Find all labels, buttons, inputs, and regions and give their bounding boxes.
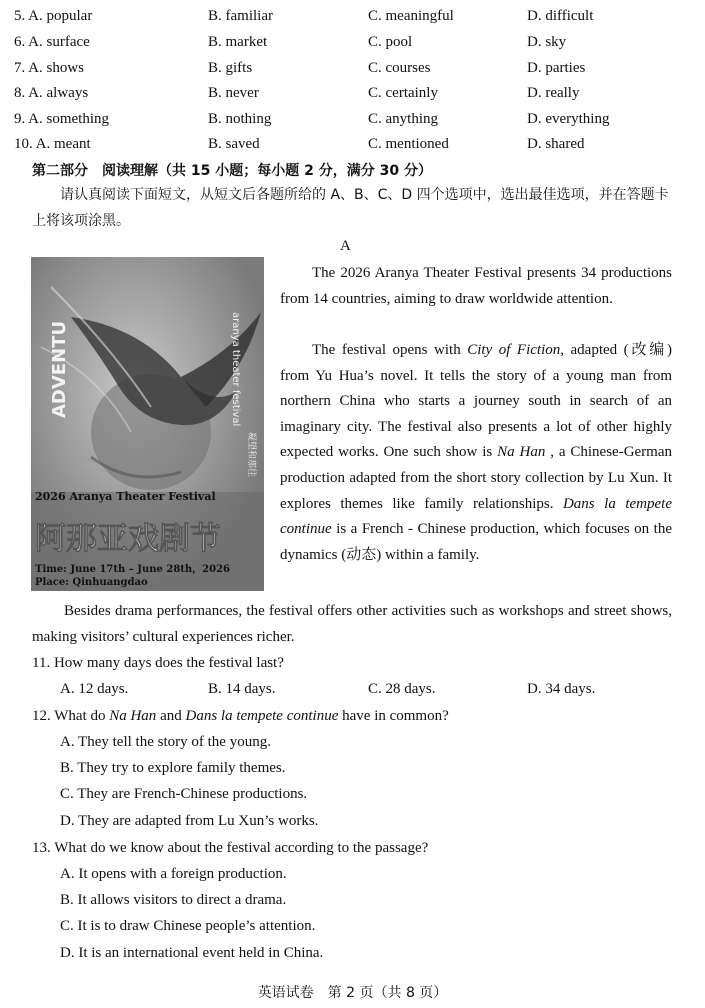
q12-title-na-han: Na Han [109,708,157,724]
option-row-5 [0,3,705,29]
option-b: B. familiar [208,8,273,24]
q13-option-b: B. It allows visitors to direct a drama. [60,892,287,908]
p2-text-c: , a Chinese-German production adapted from the short story collection by Lu Xun. It explores themes like family relationships. [280,444,673,512]
q12-stem-b: and [156,708,186,724]
option-d: D. everything [527,111,610,127]
section-heading: 第二部分 阅读理解（共 15 小题；每小题 2 分，满分 30 分） [32,163,432,179]
option-d: D. difficult [527,8,594,24]
poster-artwork [31,257,264,591]
title-dans-la-tempete: Dans la tempete continue [280,495,672,538]
option-c: C. pool [368,34,413,50]
option-c: C. meaningful [368,8,454,24]
option-c: C. anything [368,111,438,127]
option-a: 6. A. surface [14,34,90,50]
passage-label: A [340,238,351,254]
title-city-of-fiction: City of Fiction [467,342,561,358]
option-d: D. sky [527,34,567,50]
option-d: D. parties [527,60,586,76]
q13-option-a: A. It opens with a foreign production. [60,866,287,882]
option-a: 9. A. something [14,111,110,127]
passage-paragraph-2 [280,338,672,568]
option-b: B. market [208,34,268,50]
question-12-stem [32,703,449,729]
option-d: D. shared [527,136,585,152]
q12-option-d: D. They are adapted from Lu Xun’s works. [60,813,319,829]
option-row-8 [0,80,705,106]
section-instruction: 请认真阅读下面短文，从短文后各题所给的 A、B、C、D 四个选项中，选出最佳选项，并在答题卡上将该项涂黑。 [32,187,669,229]
option-row-6 [0,29,705,55]
option-b: B. saved [208,136,260,152]
poster-title-en: 2026 Aranya Theater Festival [35,490,216,503]
poster-place: Place: Qinhuangdao [35,577,148,588]
title-na-han: Na Han [497,444,546,461]
option-a: 8. A. always [14,85,89,101]
page-footer: 英语试卷 第 2 页（共 8 页） [257,985,448,1001]
q12-title-dans: Dans la tempete continue [185,708,339,724]
poster-vertical-cn: 凝望和那往 [246,432,256,478]
option-c: C. courses [368,60,431,76]
q11-option-c: C. 28 days. [368,681,436,697]
q11-option-a: A. 12 days. [60,681,129,697]
option-b: B. never [208,85,259,101]
poster-vertical-en: aranya theater festival [230,312,241,427]
q12-stem-a: 12. What do [32,708,110,724]
option-b: B. gifts [208,60,253,76]
festival-poster [31,257,264,591]
p2-text-d: is a French - Chinese production, which focuses on the dynamics (动态) within a family. [280,521,672,563]
q12-stem-c: have in common? [338,708,449,724]
option-row-10 [0,131,705,157]
poster-title-cn: 阿那亚戏剧节 [35,521,221,557]
q11-option-b: B. 14 days. [208,681,276,697]
option-c: C. mentioned [368,136,449,152]
option-a: 5. A. popular [14,8,93,24]
q11-option-d: D. 34 days. [527,681,596,697]
option-a: 7. A. shows [14,60,85,76]
question-13-stem: 13. What do we know about the festival according to the passage? [32,840,429,856]
q12-option-b: B. They try to explore family themes. [60,760,286,776]
option-row-9 [0,106,705,132]
q13-option-d: D. It is an international event held in China. [60,945,324,961]
question-11-stem: 11. How many days does the festival last? [32,655,284,671]
poster-side-text: ADVENTU [49,320,70,418]
q13-option-c: C. It is to draw Chinese people’s attention. [60,918,316,934]
q12-option-a: A. They tell the story of the young. [60,734,271,750]
option-row-7 [0,55,705,81]
option-b: B. nothing [208,111,272,127]
p2-text-a: The festival opens with [312,342,468,358]
passage-paragraph-1: The 2026 Aranya Theater Festival presents 34 productions from 14 countries, aiming to draw worldwide attention. [280,265,672,307]
q12-option-c: C. They are French-Chinese productions. [60,786,308,802]
passage-paragraph-3: Besides drama performances, the festival offers other activities such as workshops and street shows, making visitors’ cultural experiences richer. [32,603,672,645]
option-a: 10. A. meant [14,136,91,152]
poster-time: Time: June 17th – June 28th，2026 [35,564,230,575]
p2-text-b: , adapted (改编) from Yu Hua’s novel. It tells the story of a young man from northern China who starts a journey south in search of an imaginary city. The festival also presents a lot of other highly expected works. One such show is [280,342,672,461]
option-c: C. certainly [368,85,438,101]
option-d: D. really [527,85,580,101]
